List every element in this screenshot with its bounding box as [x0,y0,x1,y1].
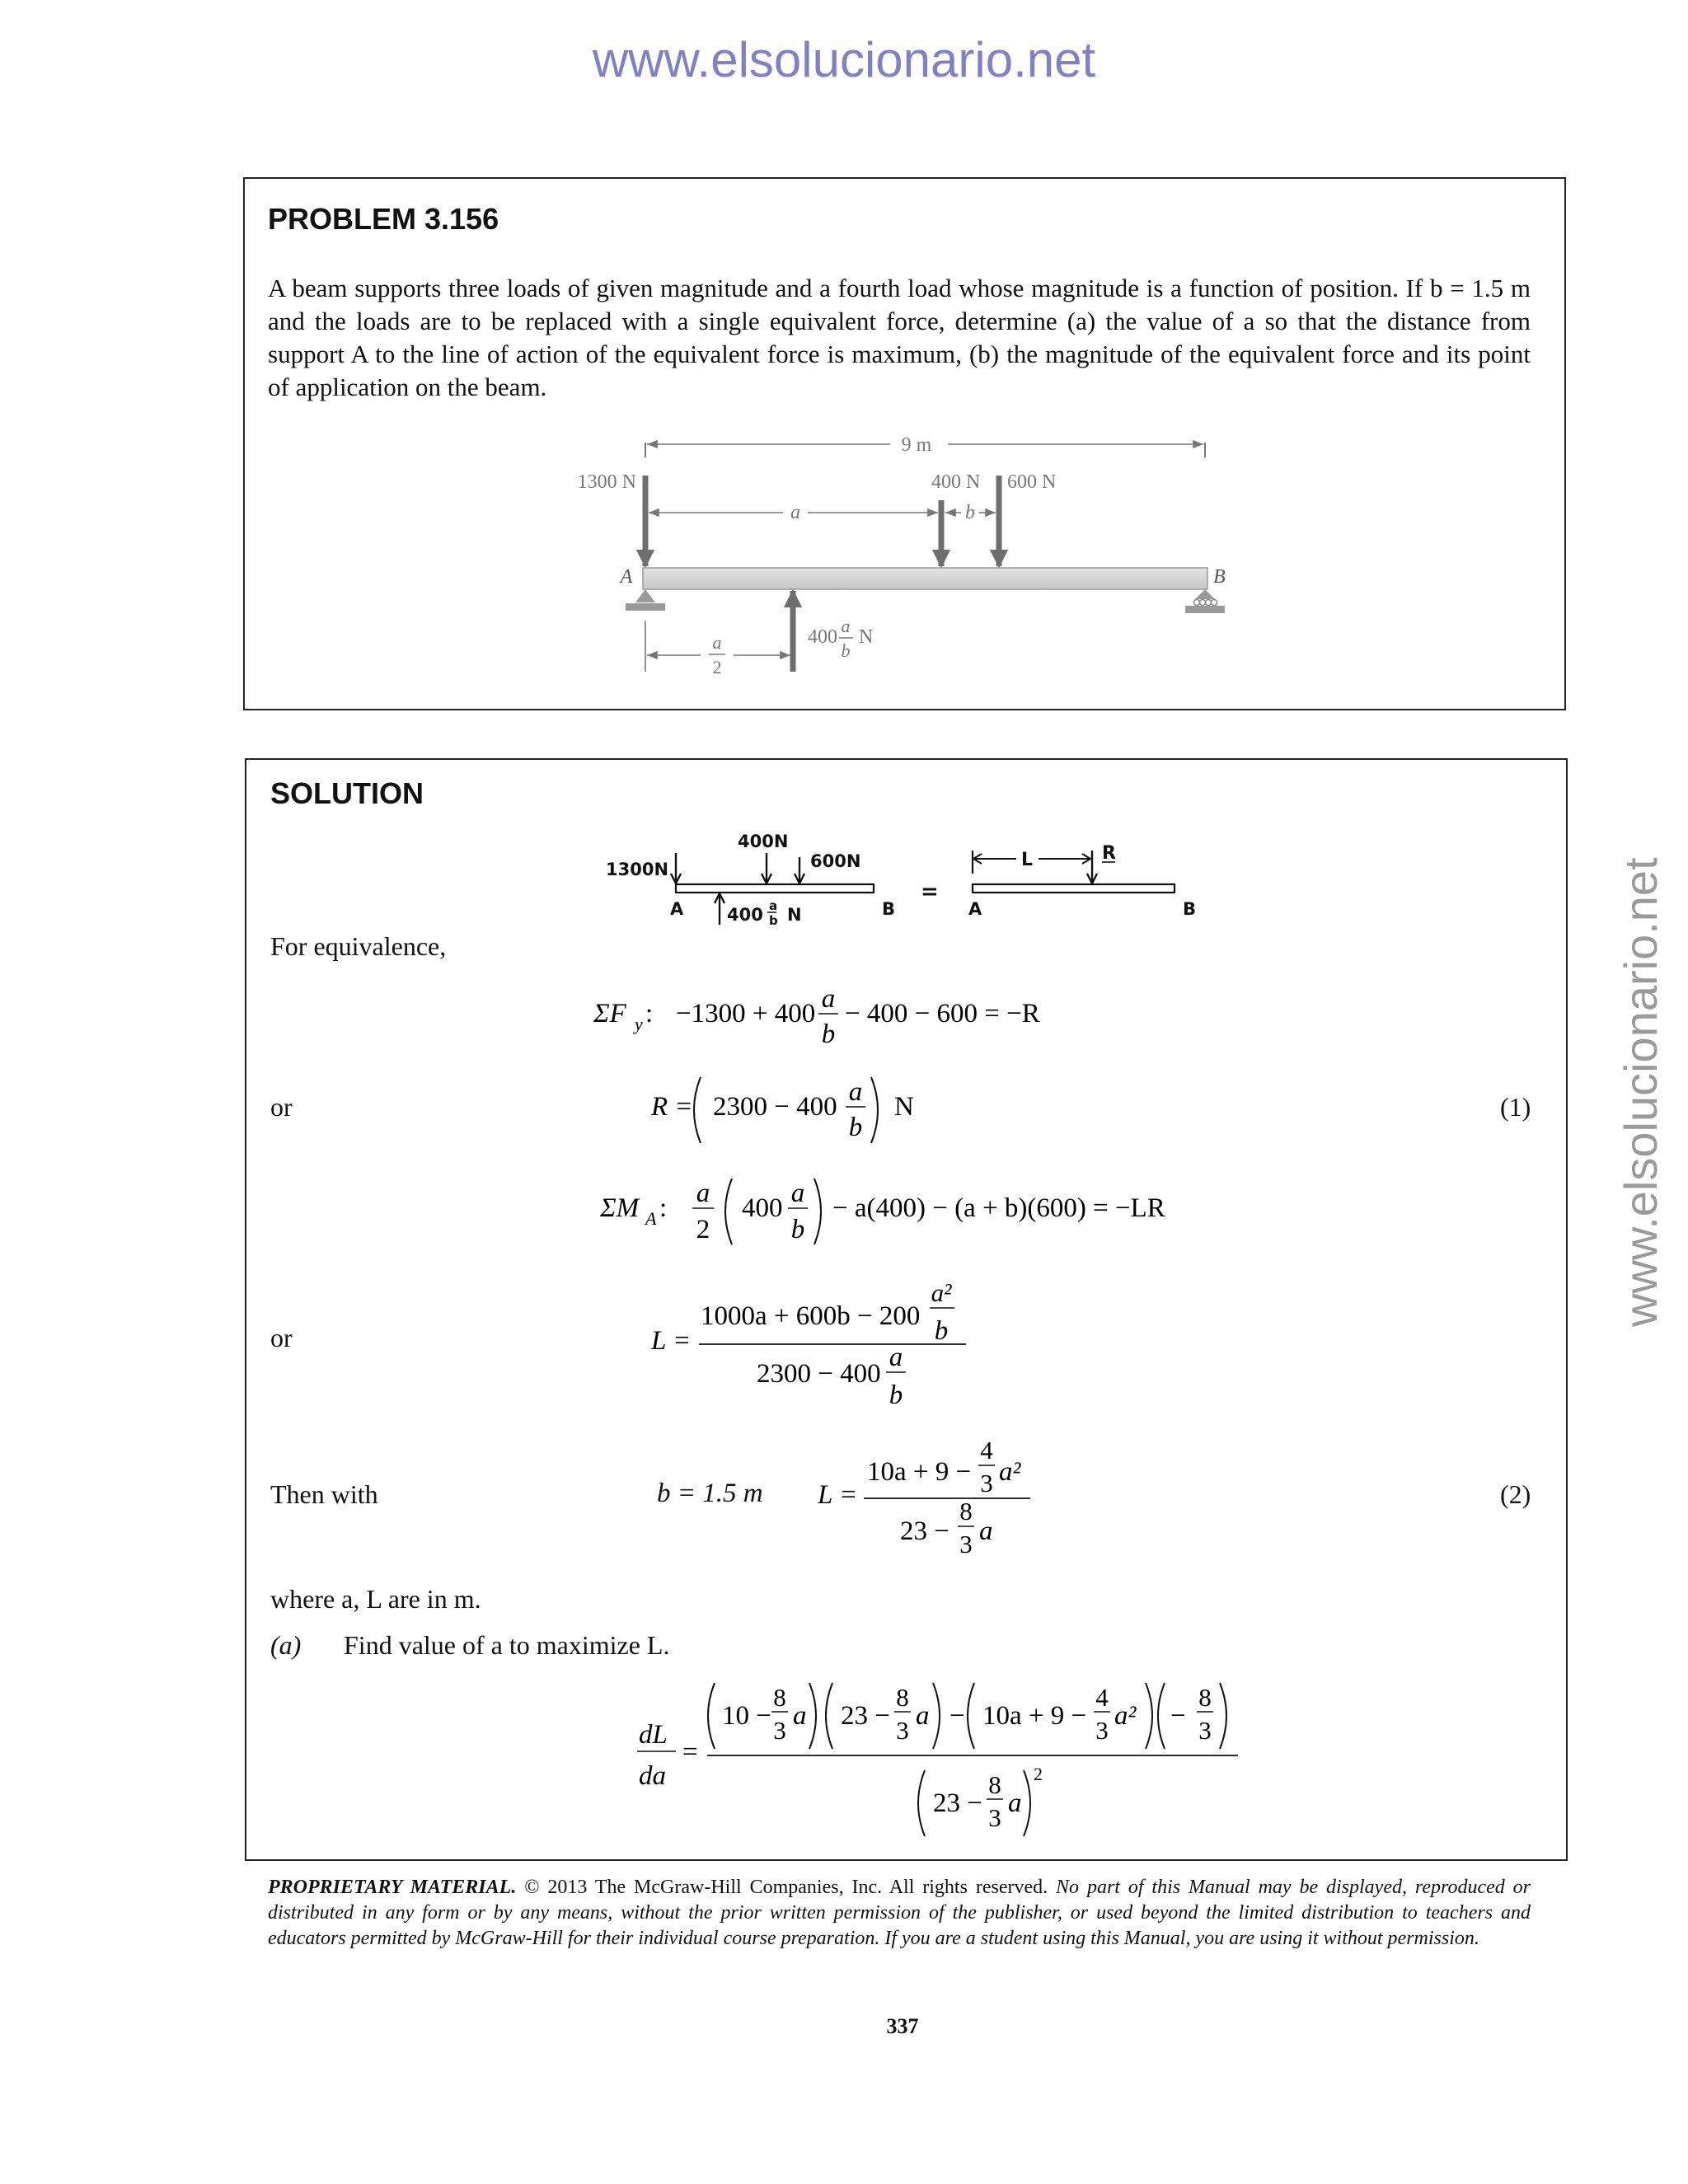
beam-figure [560,424,1236,680]
l-left: L = [651,1326,692,1356]
d-term4: − [1170,1701,1186,1731]
r-unit: N [894,1092,914,1122]
eq1-right: − 400 − 600 = −R [845,999,1040,1029]
d-minus: − [950,1701,965,1731]
d-term2-a: a [916,1701,930,1731]
d-den-exponent: 2 [1034,1764,1043,1784]
up-load-prefix: 400 [808,626,837,648]
d-term1-frac-den: 3 [773,1716,786,1745]
l2-den-tail: a [979,1516,993,1546]
for-equivalence-text: For equivalence, [270,931,447,961]
solution-title: SOLUTION [270,776,424,810]
sum-fy-subscript: y [635,1014,643,1034]
solution-sketch [598,824,1224,931]
problem-text: A beam supports three loads of given magnitude and a fourth load whose magnitude is a function of position. If b = 1.5 m and the loads are to be replaced with a single equivalent force, determine (a) the value of a so that the distance from support A to the line of action of the equivalent force is maximum, (b) the magnitude of the equivalent force and its point of application on the beam. [268,274,1531,401]
load-1300-label: 1300 N [577,471,636,493]
watermark-top: www.elsolucionario.net [592,32,1096,87]
d-den-a: a [1008,1788,1022,1818]
l2-num-text: 10a + 9 − [867,1457,972,1487]
l-num-frac-num: a² [931,1278,952,1307]
up-load-num: a [841,616,851,636]
then-with-text: Then with [270,1479,378,1509]
sketch-400-label: 400N [738,832,789,851]
equation-sum-ma [600,1170,1193,1253]
d-term1-a: a [793,1701,807,1731]
load-600-label: 600 N [1007,471,1057,493]
half-a-den: 2 [712,657,722,677]
sketch-a-right: A [968,899,982,919]
dim-b-label: b [965,502,975,523]
sketch-1300-label: 1300N [606,860,669,879]
l2-den-text: 23 − [900,1516,950,1546]
sketch-b-right: B [1183,899,1197,919]
dim-a-label: a [790,502,800,523]
watermark-side: www.elsolucionario.net [1615,857,1667,1327]
d-term1: 10 − [722,1701,771,1731]
page-number: 337 [886,2014,919,2038]
support-a-pin [635,589,655,602]
r-inner: 2300 − 400 [713,1092,837,1122]
sum-ma-symbol: ΣM [600,1193,640,1223]
r-den: b [848,1113,863,1142]
l2-num-frac-den: 3 [980,1469,993,1497]
where-text: where a, L are in m. [270,1584,481,1614]
svg-text:=: = [682,1737,698,1767]
support-b-roller [1195,589,1215,599]
d-term4-frac-num: 8 [1198,1683,1212,1712]
support-b-label: B [1213,566,1226,588]
d-term1-frac-num: 8 [773,1683,786,1712]
or-text-2: or [270,1323,293,1352]
footer-normal: © 2013 The McGraw-Hill Companies, Inc. All rights reserved. [516,1877,1057,1898]
eq1-den: b [821,1019,836,1049]
half-a-num: a [712,632,722,653]
l2-num-tail: a² [999,1457,1021,1487]
problem-title: PROBLEM 3.156 [268,202,499,236]
l-den-frac-num: a [889,1343,903,1372]
d-term2: 23 − [841,1701,890,1731]
l-num-text: 1000a + 600b − 200 [701,1301,921,1331]
ma-right: − a(400) − (a + b)(600) = −LR [832,1193,1165,1223]
l2-left: L = [818,1480,858,1510]
ma-inner: 400 [742,1193,783,1223]
equation-sum-fy [593,981,1104,1055]
sum-fy-symbol: ΣF [593,999,626,1029]
or-text-1: or [270,1092,293,1122]
eq1-num: a [821,984,836,1014]
sketch-600-label: 600N [810,851,861,871]
d-term3-frac-num: 4 [1095,1683,1109,1712]
footer-copyright [268,1875,1531,1952]
sum-ma-subscript: A [645,1208,657,1229]
part-a-label: (a) [270,1630,302,1660]
sketch-up-unit: N [787,905,802,925]
l2-den-frac-den: 3 [959,1530,973,1558]
ma-frac-den: 2 [696,1215,710,1244]
sketch-a-left: A [670,899,684,919]
b-value: b = 1.5 m [657,1479,763,1508]
d-den-text: 23 − [933,1788,982,1818]
support-a-label: A [620,566,633,588]
footer-italic: No part of this Manual may be displayed, reproduced or distributed in any form or by any means, without the prior written permission of the publisher, or used beyond the limited distribution to teachers and educators permitted by McGraw-Hill for their individual course preparation. If you are a student using this Manual, you are using it without permission. [268,1877,1531,1949]
l2-num-frac-num: 4 [980,1436,993,1465]
equation-number-2: (2) [1500,1479,1531,1509]
sketch-r-label: R [1102,843,1116,864]
dim-span-label: 9 m [901,434,932,456]
dl-num: dL [639,1720,668,1750]
sketch-up-prefix: 400 [727,905,763,925]
dl-den: da [639,1761,666,1791]
l2-den-frac-num: 8 [959,1497,973,1526]
up-load-unit: N [859,626,874,648]
d-term4-frac-den: 3 [1198,1716,1212,1745]
d-den-frac-den: 3 [988,1803,1001,1832]
sum-fy-colon: : [645,999,654,1029]
beam [643,568,1207,589]
d-term3-a2: a² [1114,1701,1137,1731]
d-term2-frac-den: 3 [896,1716,909,1745]
equation-l [651,1265,981,1422]
part-a-text: Find value of a to maximize L. [344,1630,670,1660]
sketch-up-den: b [769,913,778,928]
equation-r [651,1067,931,1150]
sketch-l-label: L [1021,850,1034,870]
r-left: R = [651,1092,693,1122]
d-term3-frac-den: 3 [1095,1716,1109,1745]
equation-derivative [635,1673,1245,1846]
sketch-b-left: B [882,899,896,919]
sum-ma-colon: : [659,1193,668,1223]
l-den-frac-den: b [889,1380,903,1410]
footer-bold: PROPRIETARY MATERIAL. [268,1877,517,1898]
load-400-label: 400 N [931,471,981,493]
eq1-left: −1300 + 400 [676,999,816,1029]
ma-inner-den: b [790,1215,805,1244]
d-den-frac-num: 8 [988,1770,1001,1799]
ma-inner-num: a [790,1179,805,1208]
ma-frac-num: a [696,1179,710,1208]
l-den-text: 2300 − 400 [757,1359,881,1389]
sketch-up-num: a [769,898,778,913]
r-num: a [848,1077,863,1107]
equation-l2 [818,1426,1048,1570]
equation-number-1: (1) [1500,1092,1531,1122]
sketch-equals: = [921,879,939,904]
l-num-frac-den: b [934,1316,949,1346]
d-term2-frac-num: 8 [896,1683,909,1712]
d-term3: 10a + 9 − [982,1701,1087,1731]
up-load-den: b [841,640,851,661]
